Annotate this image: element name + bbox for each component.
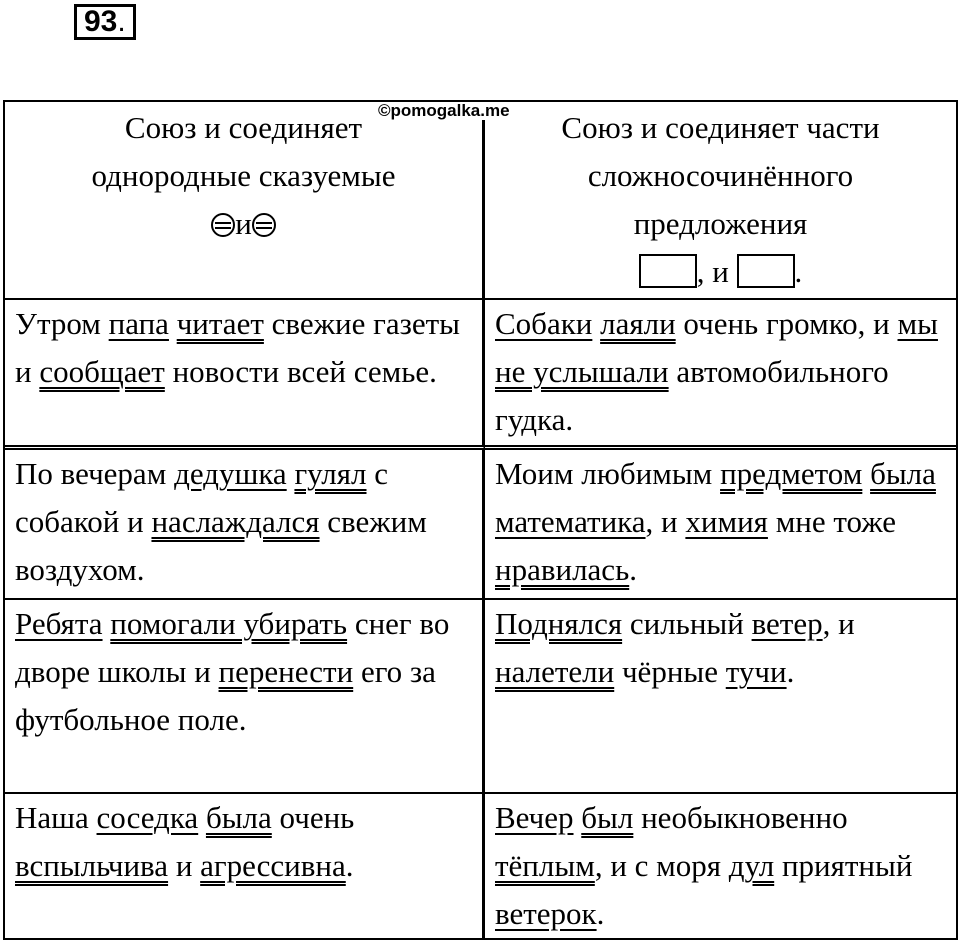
sentence-text: автомобильного гудка. xyxy=(495,354,889,437)
example-left xyxy=(5,298,485,445)
sentence-text: , и xyxy=(645,504,686,539)
subject-word: мы xyxy=(897,306,938,341)
sentence-text: свежим воздухом. xyxy=(15,504,427,587)
sentence-text xyxy=(198,800,206,835)
subject-word: ветерок xyxy=(495,896,597,931)
predicate-word: была xyxy=(205,800,272,835)
predicate-word: нравилась xyxy=(495,552,630,587)
header-right-line1: Союз и соединяет части xyxy=(561,110,880,145)
subject-word: тучи xyxy=(725,654,787,689)
predicate-word: налетели xyxy=(495,654,615,689)
sentence-text: , и xyxy=(822,606,855,641)
sentence-text: мне тоже xyxy=(767,504,897,539)
subject-word: химия xyxy=(685,504,768,539)
sentence-text: новости всей семье. xyxy=(164,354,437,389)
subject-word: математика xyxy=(495,504,646,539)
sentence-text: Моим любимым xyxy=(495,456,721,491)
predicate-word: не услышали xyxy=(495,354,669,389)
exercise-number xyxy=(74,4,136,40)
sentence-text: , и с моря xyxy=(594,848,729,883)
predicate-symbol-icon xyxy=(211,213,235,237)
sentence-text xyxy=(169,306,177,341)
predicate-word: агрессивна xyxy=(200,848,346,883)
watermark: ©pomogalka.me xyxy=(378,101,510,120)
sentence-text: свежие газеты и xyxy=(15,306,460,389)
sentence-text: приятный xyxy=(774,848,913,883)
subject-word: ветер xyxy=(751,606,823,641)
example-right xyxy=(485,445,956,598)
clause-box-icon xyxy=(737,254,795,288)
sentence-text: . xyxy=(786,654,795,689)
predicate-word: помогали убирать xyxy=(110,606,348,641)
sentence-text: снег во дворе школы и xyxy=(15,606,450,689)
sentence-text: . xyxy=(629,552,637,587)
exercise-table xyxy=(3,100,958,940)
sentence-text: По вечерам xyxy=(15,456,175,491)
example-left xyxy=(5,792,485,938)
predicate-word: предметом xyxy=(720,456,863,491)
sentence-text: чёрные xyxy=(614,654,726,689)
sentence-text: и xyxy=(168,848,201,883)
example-left xyxy=(5,445,485,598)
sentence-text: необыкновенно xyxy=(633,800,848,835)
example-left xyxy=(5,598,485,792)
subject-word: Вечер xyxy=(495,800,574,835)
sentence-text xyxy=(862,456,870,491)
subject-word: Собаки xyxy=(495,306,593,341)
exercise-number-dot: . xyxy=(117,5,126,38)
sentence-text: с собакой и xyxy=(15,456,389,539)
header-left-line1: Союз и соединяет xyxy=(124,110,363,145)
header-right-line2: сложносочинённого xyxy=(587,158,854,193)
predicate-word: перенести xyxy=(218,654,354,689)
header-left-conj: и xyxy=(235,206,252,241)
subject-word: Ребята xyxy=(15,606,103,641)
exercise-number-value: 93 xyxy=(84,5,118,38)
predicate-word: лаяли xyxy=(600,306,676,341)
example-row xyxy=(5,445,956,598)
predicate-word: была xyxy=(870,456,936,491)
subject-word: дедушка xyxy=(174,456,287,491)
predicate-word: сообщает xyxy=(39,354,165,389)
predicate-word: тёплым xyxy=(495,848,595,883)
sentence-text: очень xyxy=(271,800,355,835)
sentence-text xyxy=(592,306,600,341)
predicate-word: дул xyxy=(728,848,775,883)
clause-box-icon xyxy=(639,254,697,288)
header-right-conj: , и xyxy=(696,254,729,289)
header-left-line2: однородные сказуемые xyxy=(91,158,396,193)
sentence-text: Утром xyxy=(15,306,109,341)
sentence-text: его за футбольное поле. xyxy=(15,654,436,737)
sentence-text: . xyxy=(596,896,605,931)
predicate-word: гулял xyxy=(294,456,367,491)
example-row xyxy=(5,792,956,938)
predicate-word: вспыльчива xyxy=(15,848,169,883)
header-right xyxy=(485,102,956,298)
predicate-word: наслаждался xyxy=(151,504,320,539)
example-right xyxy=(485,598,956,792)
example-right xyxy=(485,298,956,445)
example-right xyxy=(485,792,956,938)
header-right-end: . xyxy=(794,254,803,289)
predicate-word: Поднялся xyxy=(495,606,623,641)
subject-word: соседка xyxy=(96,800,199,835)
sentence-text: сильный xyxy=(622,606,752,641)
sentence-text: Наша xyxy=(15,800,97,835)
sentence-text: . xyxy=(345,848,354,883)
example-row xyxy=(5,598,956,792)
header-row xyxy=(5,102,956,298)
predicate-word: был xyxy=(581,800,634,835)
header-right-line3: предложения xyxy=(633,206,808,241)
predicate-word: читает xyxy=(176,306,264,341)
header-left xyxy=(5,102,485,298)
subject-word: папа xyxy=(108,306,169,341)
sentence-text: очень громко, и xyxy=(675,306,898,341)
predicate-symbol-icon xyxy=(252,213,276,237)
example-row xyxy=(5,298,956,445)
